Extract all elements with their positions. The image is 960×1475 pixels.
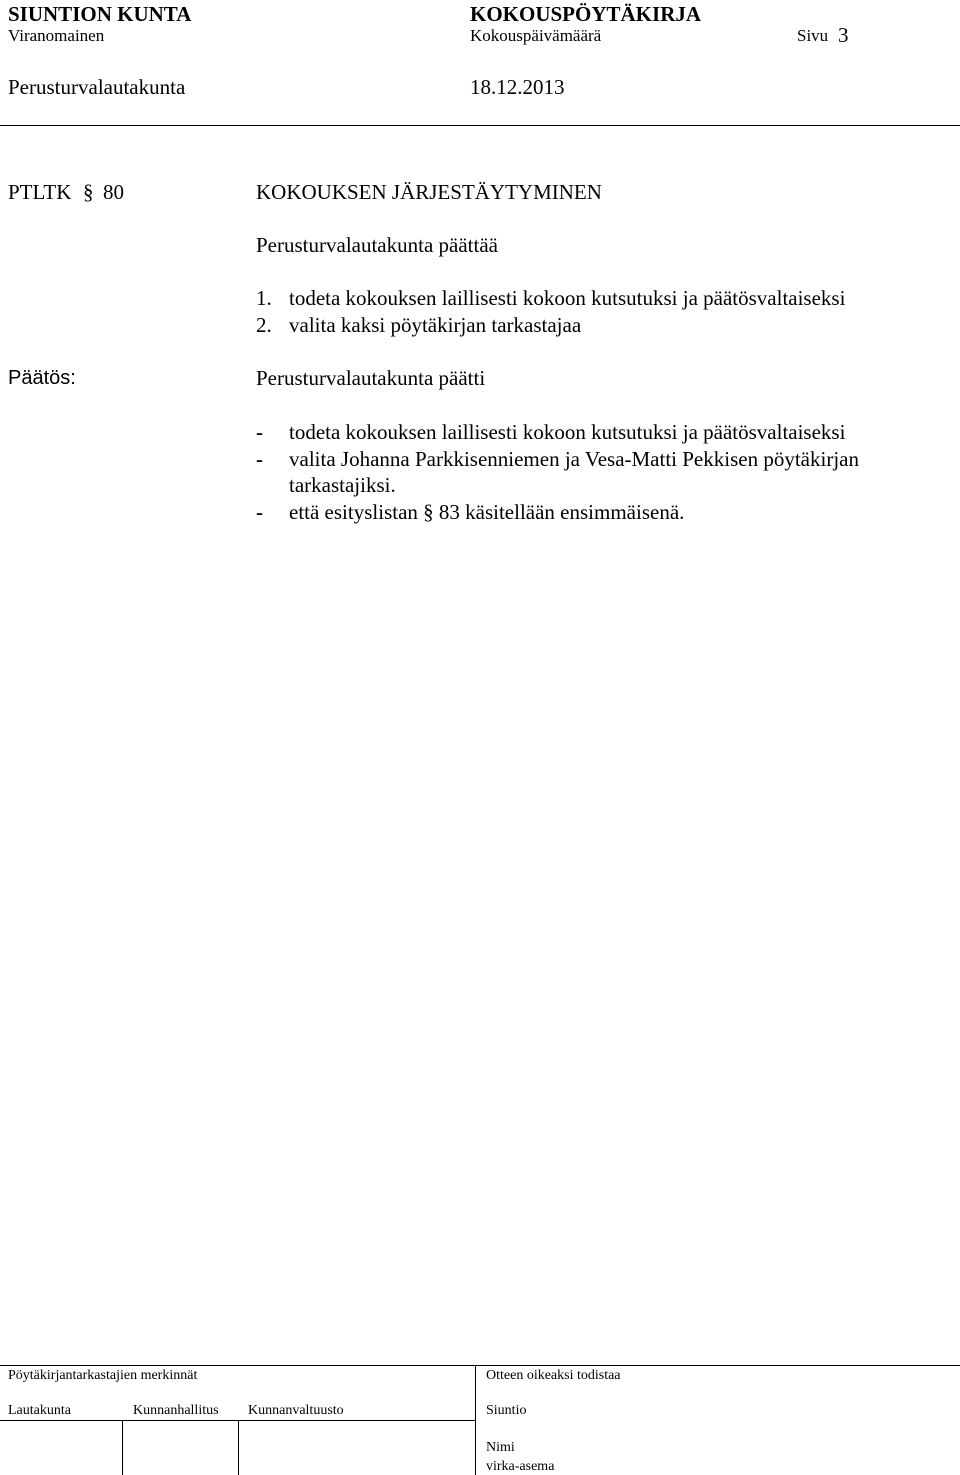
certify-heading: Otteen oikeaksi todistaa (486, 1368, 621, 1383)
decision-item-text: valita Johanna Parkkisenniemen ja Vesa-Matti Pekkisen pöytäkirjan (289, 447, 859, 471)
proposal-item-number: 2. (256, 313, 272, 337)
authority-label: Viranomainen (8, 26, 105, 45)
page-number: 3 (838, 23, 849, 47)
proposal-item-text: valita kaksi pöytäkirjan tarkastajaa (289, 313, 582, 337)
document-type: KOKOUSPÖYTÄKIRJA (470, 2, 702, 26)
certify-place: Siuntio (486, 1403, 527, 1418)
decision-item-text: että esityslistan § 83 käsitellään ensimmäisenä. (289, 500, 685, 524)
decision-bullet: - (256, 447, 263, 471)
signature-box-divider (122, 1420, 123, 1475)
footer-column-municipal-board: Kunnanhallitus (133, 1403, 219, 1418)
decision-bullet: - (256, 500, 263, 524)
reviewers-heading: Pöytäkirjantarkastajien merkinnät (8, 1368, 198, 1383)
footer-column-board: Lautakunta (8, 1403, 71, 1418)
page-label: Sivu (797, 26, 829, 45)
footer-column-council: Kunnanvaltuusto (248, 1403, 344, 1418)
decision-bullet: - (256, 420, 263, 444)
decision-intro: Perusturvalautakunta päätti (256, 366, 486, 390)
decision-item-text-continued: tarkastajiksi. (289, 473, 396, 497)
certifier-position-label: virka-asema (486, 1459, 555, 1474)
header-divider (0, 125, 960, 126)
meeting-date-label: Kokouspäivämäärä (470, 26, 602, 45)
decision-item-text: todeta kokouksen laillisesti kokoon kutsutuksi ja päätösvaltaiseksi (289, 420, 846, 444)
section-sign: § (83, 180, 94, 204)
meeting-date: 18.12.2013 (470, 75, 565, 99)
item-title: KOKOUKSEN JÄRJESTÄYTYMINEN (256, 180, 602, 204)
footer-column-divider (475, 1365, 476, 1475)
signature-box-divider (238, 1420, 239, 1475)
footer-divider (0, 1365, 960, 1366)
proposal-item-text: todeta kokouksen laillisesti kokoon kutsutuksi ja päätösvaltaiseksi (289, 286, 846, 310)
authority-name: Perusturvalautakunta (8, 75, 186, 99)
certifier-name-label: Nimi (486, 1440, 515, 1455)
item-number: 80 (103, 180, 124, 204)
proposal-intro: Perusturvalautakunta päättää (256, 233, 498, 257)
item-code: PTLTK (8, 180, 72, 204)
decision-label: Päätös: (8, 367, 76, 389)
organization-name: SIUNTION KUNTA (8, 2, 192, 26)
proposal-item-number: 1. (256, 286, 272, 310)
